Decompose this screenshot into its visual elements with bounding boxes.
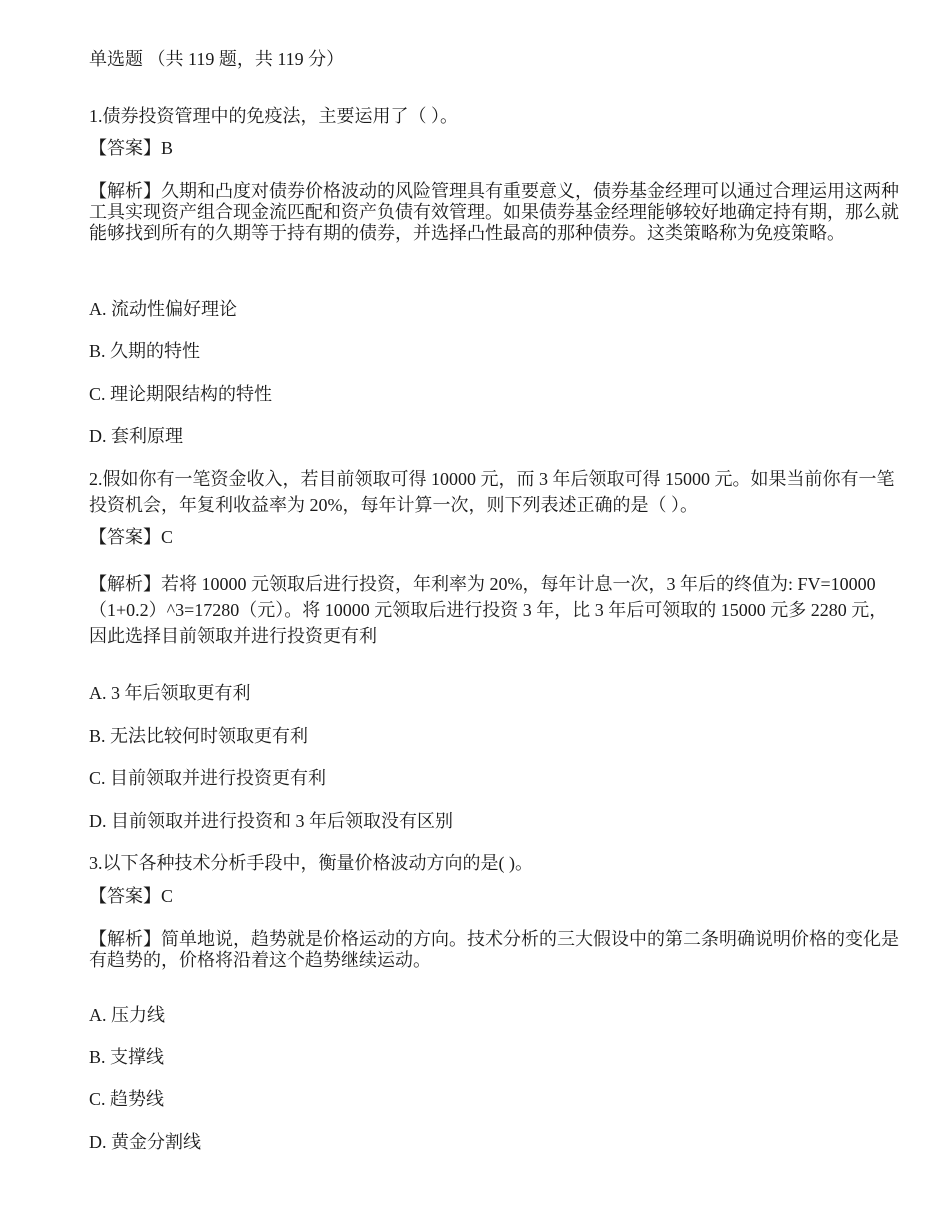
question-1-option-b: B. 久期的特性 xyxy=(89,341,201,361)
question-2-answer: 【答案】C xyxy=(89,527,174,547)
question-3-option-b: B. 支撑线 xyxy=(89,1047,165,1067)
question-1-option-c: C. 理论期限结构的特性 xyxy=(89,384,273,404)
question-3-analysis: 【解析】简单地说，趋势就是价格运动的方向。技术分析的三大假设中的第二条明确说明价格的变化是有趋势的，价格将沿着这个趋势继续运动。 xyxy=(89,929,899,970)
question-3-answer: 【答案】C xyxy=(89,886,174,906)
question-1-stem: 1.债券投资管理中的免疫法，主要运用了（ ）。 xyxy=(89,106,458,126)
question-2-stem: 2.假如你有一笔资金收入，若目前领取可得 10000 元，而 3 年后领取可得 15000 元。如果当前你有一笔投资机会，年复利收益率为 20%，每年计算一次，则下列表述正确的是（ ）。 xyxy=(89,469,895,515)
question-2-option-a: A. 3 年后领取更有利 xyxy=(89,683,251,703)
question-2-option-d: D. 目前领取并进行投资和 3 年后领取没有区别 xyxy=(89,811,453,831)
section-header: 单选题 （共 119 题，共 119 分） xyxy=(89,49,345,69)
question-3-option-c: C. 趋势线 xyxy=(89,1089,165,1109)
question-1-option-d: D. 套利原理 xyxy=(89,426,183,446)
question-3-stem: 3.以下各种技术分析手段中，衡量价格波动方向的是( )。 xyxy=(89,853,533,873)
question-2-analysis: 【解析】若将 10000 元领取后进行投资，年利率为 20%，每年计息一次，3 年后的终值为: FV=10000（1+0.2）^3=17280（元）。将 10000 元领取后进行投资 3 年，比 3 年后可领取的 15000 元多 2280 元，因此选择目前领取并进行投资更有利 xyxy=(89,574,888,646)
question-2-option-c: C. 目前领取并进行投资更有利 xyxy=(89,768,327,788)
question-2-option-b: B. 无法比较何时领取更有利 xyxy=(89,726,309,746)
question-3-option-a: A. 压力线 xyxy=(89,1005,165,1025)
question-1-answer: 【答案】B xyxy=(89,138,174,158)
question-3-option-d: D. 黄金分割线 xyxy=(89,1132,201,1152)
question-1-analysis: 【解析】久期和凸度对债券价格波动的风险管理具有重要意义，债券基金经理可以通过合理运用这两种工具实现资产组合现金流匹配和资产负债有效管理。如果债券基金经理能够较好地确定持有期，那么就能够找到所有的久期等于持有期的债券，并选择凸性最高的那种债券。这类策略称为免疫策略。 xyxy=(89,181,899,243)
question-1-option-a: A. 流动性偏好理论 xyxy=(89,299,237,319)
